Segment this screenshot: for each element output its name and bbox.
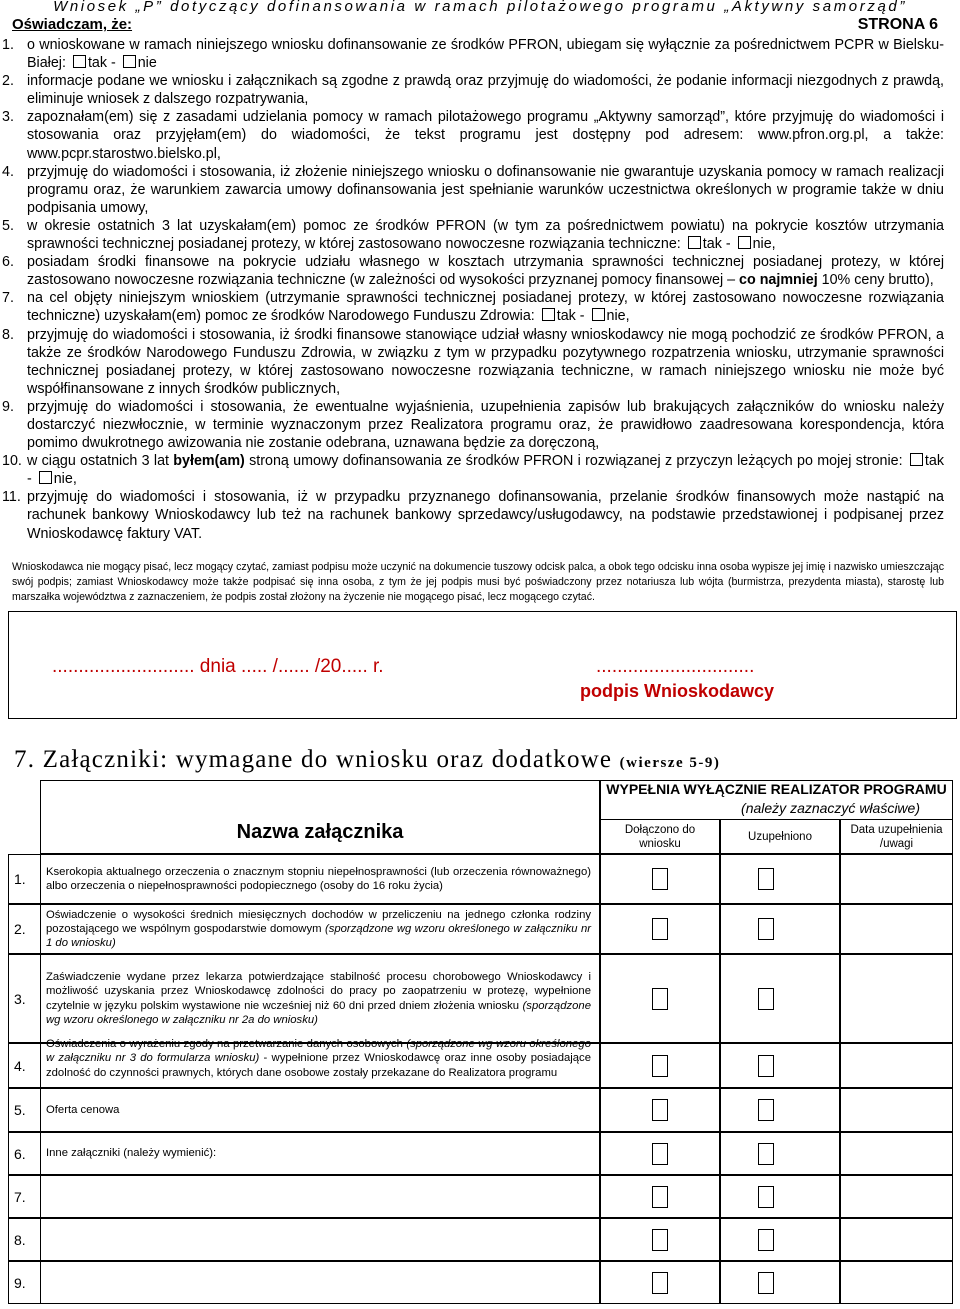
row-date-cell xyxy=(840,1088,953,1132)
declaration-item xyxy=(0,108,944,162)
attachment-number: 5. xyxy=(14,1102,26,1118)
option-after: , xyxy=(625,308,630,325)
checkbox-yes[interactable] xyxy=(910,453,923,466)
attached-checkbox[interactable] xyxy=(652,1186,668,1208)
attached-checkbox[interactable] xyxy=(652,1229,668,1251)
option-yes-label: tak xyxy=(556,308,576,325)
attachment-name: Kserokopia aktualnego orzeczenia o znacznym stopniu niepełnosprawności (lub orzeczenia równoważnego) albo orzeczenia o niepełnosprawności podopiecznego (osoby do 16 roku życia) xyxy=(46,865,591,892)
declaration-item xyxy=(0,163,944,217)
row-date-cell xyxy=(840,904,953,954)
declaration-text: przyjmuję do wiadomości i stosowania, iż w przypadku przyznanego dofinansowania, przelanie środków finansowych może nastąpić na rachunek bankowy Wnioskodawcy lub też na rachunek bankowy sprzedawcy/usługodawcy, na podstawie przedstawionej i podpisanej przez Wnioskodawcę faktury VAT. xyxy=(27,489,944,542)
attached-checkbox[interactable] xyxy=(652,1272,668,1294)
declaration-item xyxy=(0,326,944,398)
declarations-title: Oświadczam, że: xyxy=(12,16,133,33)
declarations-header xyxy=(12,16,938,36)
declaration-text: informacje podane we wniosku i załącznikach są zgodne z prawdą oraz przyjmuję do wiadomości, że podanie informacji niezgodnych z prawdą, eliminuje wniosek z dalszego rozpatrywania, xyxy=(27,73,944,108)
attachment-text xyxy=(46,1146,591,1160)
attachment-number: 3. xyxy=(14,990,26,1007)
realizator-header: WYPEŁNIA WYŁĄCZNIE REALIZATOR PROGRAMU xyxy=(606,781,947,797)
supplemented-checkbox[interactable] xyxy=(758,1186,774,1208)
declaration-bold: byłem(am) xyxy=(173,453,245,470)
attached-checkbox[interactable] xyxy=(652,1055,668,1077)
attachment-note: (sporządzone wg wzoru określonego w załączniku nr 2a do wniosku) xyxy=(46,999,591,1026)
declaration-text: o wnioskowane w ramach niniejszego wniosku dofinansowanie ze środków PFRON, ubiegam się wyłącznie za pośrednictwem PCPR w Bielsku-Białej: xyxy=(27,37,944,72)
declaration-number: 9. xyxy=(2,398,14,415)
declaration-item xyxy=(0,253,944,289)
document-header: Wniosek „P” dotyczący dofinansowania w ramach pilotażowego programu „Aktywny samorząd” xyxy=(53,0,907,15)
attachment-number: 4. xyxy=(14,1057,26,1074)
attachment-number: 9. xyxy=(14,1274,26,1291)
declaration-number: 5. xyxy=(2,217,14,234)
declaration-item xyxy=(0,488,944,542)
checkbox-no[interactable] xyxy=(592,308,605,321)
row-supplemented-cell xyxy=(720,954,840,1043)
col-name-header: Nazwa załącznika xyxy=(236,821,404,843)
declaration-item xyxy=(0,289,944,325)
declaration-number: 7. xyxy=(2,290,14,307)
supplemented-checkbox[interactable] xyxy=(758,1143,774,1165)
page-number: STRONA 6 xyxy=(857,16,938,33)
declaration-rest: 10% ceny brutto), xyxy=(817,272,934,289)
attached-checkbox[interactable] xyxy=(652,988,668,1010)
attachment-name: Inne załączniki (należy wymienić): xyxy=(46,1147,217,1160)
attachment-note: (sporządzone wg wzoru określonego w załączniku nr 1 do wniosku) xyxy=(46,922,591,950)
row-supplemented-cell xyxy=(720,1218,840,1261)
attachment-text xyxy=(46,1103,591,1117)
signature-dots[interactable]: .............................. xyxy=(596,656,755,677)
attached-checkbox[interactable] xyxy=(652,1099,668,1121)
row-name-cell xyxy=(40,1175,600,1218)
row-date-cell xyxy=(840,954,953,1043)
row-supplemented-cell xyxy=(720,904,840,954)
option-after: , xyxy=(72,471,77,488)
attachments-title-text: 7. Załączniki: wymagane do wniosku oraz dodatkowe xyxy=(14,746,620,773)
signature-label: podpis Wnioskodawcy xyxy=(580,681,775,701)
attachment-text xyxy=(46,865,591,893)
declaration-number: 10. xyxy=(2,453,22,470)
option-yes-label: tak xyxy=(87,55,108,72)
declaration-number: 3. xyxy=(2,109,14,126)
row-date-cell xyxy=(840,1175,953,1218)
attachment-text xyxy=(46,970,591,1027)
supplemented-checkbox[interactable] xyxy=(758,1272,774,1294)
declaration-number: 8. xyxy=(2,326,14,343)
option-separator: - xyxy=(575,308,589,325)
attachment-number: 7. xyxy=(14,1188,26,1205)
row-supplemented-cell xyxy=(720,1175,840,1218)
declaration-number: 11. xyxy=(2,489,21,506)
col-attached-header: Dołączono do wniosku xyxy=(624,824,696,850)
attachment-number: 2. xyxy=(14,921,26,937)
attachment-number: 6. xyxy=(14,1145,26,1162)
attachment-number: 1. xyxy=(14,871,26,887)
declaration-text: w ciągu ostatnich 3 lat xyxy=(27,453,174,470)
attached-checkbox[interactable] xyxy=(652,918,668,940)
attachments-section-title xyxy=(14,746,720,774)
option-separator: - xyxy=(107,55,120,72)
signature-date[interactable]: ........................... dnia ..... /...... /20..... r. xyxy=(52,656,384,677)
option-separator: - xyxy=(27,471,36,488)
checkbox-yes[interactable] xyxy=(688,236,701,249)
attachment-name: Oferta cenowa xyxy=(46,1103,120,1116)
declaration-item xyxy=(0,217,944,253)
row-date-cell xyxy=(840,1132,953,1175)
attachments-title-sub: (wiersze 5-9) xyxy=(619,755,721,771)
supplemented-checkbox[interactable] xyxy=(758,1055,774,1077)
option-no-label: nie xyxy=(137,55,157,72)
declarations-list xyxy=(0,36,944,543)
attachment-name: Zaświadczenie wydane przez lekarza potwierdzające stabilność procesu chorobowego Wnioskodawcy i możliwość uzyskania przez Wnioskodawcę zdolności do pracy po zaopatrzeniu w protezę, wypełnione czytelnie w języku polskim wystawione nie wcześniej niż 60 dni przed dniem złożenia wniosku xyxy=(46,971,591,1012)
row-supplemented-cell xyxy=(720,1132,840,1175)
row-name-cell xyxy=(40,1218,600,1261)
option-after: , xyxy=(771,236,776,253)
row-supplemented-cell xyxy=(720,854,840,904)
row-date-cell xyxy=(840,854,953,904)
realizator-note-wrap xyxy=(600,800,920,816)
attachment-name: Oświadczenia o wyrażeniu zgody na przetwarzanie danych osobowych xyxy=(46,1038,407,1051)
declaration-item xyxy=(0,398,944,452)
declaration-number: 6. xyxy=(2,254,14,271)
supplemented-checkbox[interactable] xyxy=(758,868,774,890)
checkbox-no[interactable] xyxy=(738,236,751,249)
attachment-text xyxy=(46,908,591,951)
attachment-number: 8. xyxy=(14,1231,26,1248)
attachment-text xyxy=(46,1037,591,1080)
row-date-cell xyxy=(840,1218,953,1261)
option-no-label: nie xyxy=(752,236,772,253)
declaration-item xyxy=(0,36,944,72)
declaration-bold: co najmniej xyxy=(739,272,818,289)
checkbox-no[interactable] xyxy=(39,471,52,484)
supplemented-checkbox[interactable] xyxy=(758,1099,774,1121)
declaration-number: 2. xyxy=(2,73,14,90)
row-supplemented-cell xyxy=(720,1088,840,1132)
row-supplemented-cell xyxy=(720,1043,840,1088)
signature-footnote: Wnioskodawca nie mogący pisać, lecz mogący czytać, zamiast podpisu może uczynić na dokumencie tuszowy odcisk palca, a obok tego odcisku inna osoba wypisze jej imię i nazwisko umieszczając swój podpis; zamiast Wnioskodawcy może także podpisać się inna osoba, z tym że jej podpis musi być poświadczony przez notariusza lub wójta (burmistrza, prezydenta miasta), starostę lub marszałka województwa z zaznaczeniem, że podpis został złożony na życzenie nie mogącego pisać, lecz mogącego czytać. xyxy=(12,561,944,603)
checkbox-yes[interactable] xyxy=(73,55,86,68)
declaration-item xyxy=(0,452,944,488)
option-yes-label: tak xyxy=(702,236,722,253)
checkbox-no[interactable] xyxy=(123,55,136,68)
declaration-text: zapoznałam(em) się z zasadami udzielania pomocy w ramach pilotażowego programu „Aktywny samorząd”, które przyjmuję do wiadomości i stosowania oraz przyjęłam(em) do wiadomości, że tekst programu jest dostępny pod adresem: www.pfron.org.pl, a także: www.pcpr.starostwo.bielsko.pl, xyxy=(27,109,944,162)
col-date-header: Data uzupełnienia /uwagi xyxy=(850,824,943,850)
attached-checkbox[interactable] xyxy=(652,868,668,890)
supplemented-checkbox[interactable] xyxy=(758,918,774,940)
attachment-rest: - wypełnione przez Wnioskodawcę oraz inne osoby posiadające zdolność do czynności prawnych, których dane osobowe zostały przekazane do Realizatora programu xyxy=(46,1052,591,1079)
col-supplemented-header: Uzupełniono xyxy=(748,831,812,843)
declaration-rest: stroną umowy dofinansowania ze środków PFRON i rozwiązanej z przyczyn leżących po mojej stronie: xyxy=(244,453,903,470)
declaration-text: posiadam środki finansowe na pokrycie udziału własnego w kosztach utrzymania sprawności technicznej posiadanej protezy, w której zastosowano nowoczesne rozwiązania techniczne (w zależności od wysokości przyznanej pomocy finansowej – xyxy=(27,254,944,289)
row-supplemented-cell xyxy=(720,1261,840,1304)
row-date-cell xyxy=(840,1043,953,1088)
supplemented-checkbox[interactable] xyxy=(758,988,774,1010)
checkbox-yes[interactable] xyxy=(542,308,555,321)
declaration-number: 4. xyxy=(2,163,14,180)
option-no-label: nie xyxy=(53,471,73,488)
declaration-text: przyjmuję do wiadomości i stosowania, iż złożenie niniejszego wniosku o dofinansowanie nie gwarantuje uzyskania pomocy w ramach realizacji programu oraz, że warunkiem zawarcia umowy dofinansowania jest spełnianie warunków uczestnictwa określonych w programie także w dniu podpisania umowy, xyxy=(27,163,944,216)
row-date-cell xyxy=(840,1261,953,1304)
option-no-label: nie xyxy=(606,308,626,325)
attached-checkbox[interactable] xyxy=(652,1143,668,1165)
declaration-number: 1. xyxy=(2,37,14,53)
declaration-text: na cel objęty niniejszym wnioskiem (utrzymanie sprawności technicznej posiadanej protezy, w której zastosowano nowoczesne rozwiązania techniczne) uzyskałam(em) pomoc ze środków Narodowego Funduszu Zdrowia: xyxy=(27,290,944,325)
option-separator: - xyxy=(721,236,735,253)
declaration-text: przyjmuję do wiadomości i stosowania, iż środki finansowe stanowiące udział własny wnioskodawcy nie mogą pochodzić ze środków PFRON, a także ze środków Narodowego Funduszu Zdrowia, w związku z tym w przypadku pozytywnego rozpatrzenia wniosku, utrzymanie sprawności technicznej posiadanej protezy, w której zastosowano nowoczesne rozwiązania techniczne, w ramach niniejszego wniosku nie może być współfinansowane z innych środków publicznych, xyxy=(27,326,944,397)
declaration-text: w okresie ostatnich 3 lat uzyskałam(em) pomoc ze środków PFRON (w tym za pośrednictwem powiatu) na pokrycie kosztów utrzymania sprawności technicznej posiadanej protezy, w której zastosowano nowoczesne rozwiązania techniczne: xyxy=(27,217,944,253)
row-name-cell xyxy=(40,1261,600,1304)
attachment-name: Oświadczenie o wysokości średnich miesięcznych dochodów w przeliczeniu na jednego członka rodziny pozostającego we wspólnym gospodarstwie domowym xyxy=(46,908,591,935)
declaration-text: przyjmuję do wiadomości i stosowania, że ewentualne wyjaśnienia, uzupełnienia zapisów lub brakujących załączników do wniosku należy dostarczyć niezwłocznie, w terminie wyznaczonym przez Realizatora programu oraz, że prawidłowo zaadresowana korespondencja, która pomimo dwukrotnego awizowania nie zostanie odebrana, uznawana będzie za doręczoną, xyxy=(27,398,944,452)
realizator-note: (należy zaznaczyć właściwe) xyxy=(741,800,920,816)
supplemented-checkbox[interactable] xyxy=(758,1229,774,1251)
declaration-item xyxy=(0,72,944,108)
attachment-note: (sporządzone wg wzoru określonego w załączniku nr 3 do formularza wniosku) xyxy=(46,1038,591,1065)
option-yes-label: tak xyxy=(924,453,944,470)
